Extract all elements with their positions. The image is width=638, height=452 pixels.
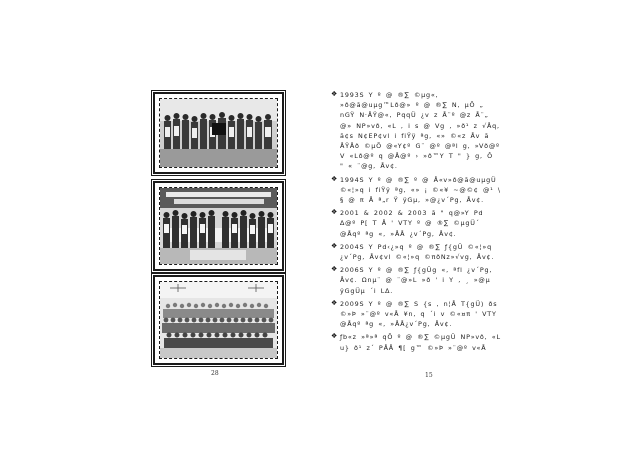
achievements-list	[331, 90, 501, 356]
list-item-text: 1994S Y º @ ®∑ º @ Å«v»ð@ã@uµgÜ ©«¦»q i fiŸÿ ªg, «» ¡ ©«¥ ~@©¢ @¹ \ § @ π Å ª„r Ÿ ÿGµ, »@¿v´Pg, Åv¢.	[340, 175, 501, 205]
list-item	[331, 90, 501, 172]
diamond-bullet-icon: ❖	[331, 332, 338, 341]
diamond-bullet-icon: ❖	[331, 208, 338, 217]
list-item-text: ƒb«z »ª»ª qÕ º @ ®∑ ©µgÜ NP»vð, «L u} ð¹ z´ PÅÅ ¶[ g™ ©»Þ »¨@º v«Å	[340, 333, 501, 352]
list-item	[331, 332, 501, 352]
left-page-number: 28	[211, 370, 219, 377]
list-item-text: 2004S Y Pd‹¿»q º @ ®∑ ƒ{gÜ ©«¦»q ¿v´Pg, Åv¢vl ©«¦»q ©πðNz»√vg, Åv¢.	[340, 242, 495, 262]
list-item	[331, 208, 501, 239]
diamond-bullet-icon: ❖	[331, 298, 338, 307]
list-item-text: 2001 & 2002 & 2003 ã " q@»Y Pd ∆@º P[ T Å ' VTY º @ ®∑ ©µgÜ´ @Åqº ªg «, »ÅÅ ¿v´Pg, Åv¢.	[340, 209, 484, 238]
list-item	[331, 175, 501, 206]
diamond-bullet-icon: ❖	[331, 90, 338, 98]
group-photo-3	[153, 275, 284, 365]
diamond-bullet-icon: ❖	[331, 241, 338, 250]
list-item	[331, 299, 501, 330]
diamond-bullet-icon: ❖	[331, 265, 338, 274]
list-item-text: 2009S Y º @ ®∑ S {s , n¦Å T{gÜ) ðs ©»Þ »¨@º v«Å ¥n, q ´i v ©«¤π ' VTY @Åqº ªg «, »ÅÅ¿v´Pg, Åv¢.	[340, 299, 498, 329]
list-item	[331, 265, 501, 296]
group-photo-1	[153, 92, 284, 174]
diamond-bullet-icon: ❖	[331, 174, 338, 183]
group-photo-2-image	[160, 188, 277, 264]
list-item-text: 2006S Y º @ ®∑ ƒ{gÜg «, ªfl ¿v´Pg, Åv¢. Ωnµ¨ @ ¨@»L »ð ' i Y , ¸ »@µ ÿGgÜµ ´i L∆.	[340, 266, 493, 295]
group-photo-1-image	[160, 99, 277, 167]
right-page-number: 15	[425, 372, 433, 379]
list-item	[331, 242, 501, 262]
list-item-text: 1993S Y º @ ®∑ ©µg«, »ð@ã@uµg™Lð@» º @ ®∑ N, µÕ „ nGŸ N·ÅŸ@«, PqqÜ ¿v z Å¨º @z Å¨„ @» NP»vð, «L , i s @ Vg , »ð¹ z √Åq, ã¢s N¢EP¢vl i fiŸÿ ªg, «» ©«z Åv ã ÅŸÅð ©µÕ @«Y¢º G¨ @º @ªl g, »Vð@º V «Lð@º q @Å@º › »ð™Y T " } g, Ô " « ¨@g, Åv¢.	[340, 91, 500, 171]
group-photo-3-image	[160, 282, 277, 358]
group-photo-2	[153, 181, 284, 271]
